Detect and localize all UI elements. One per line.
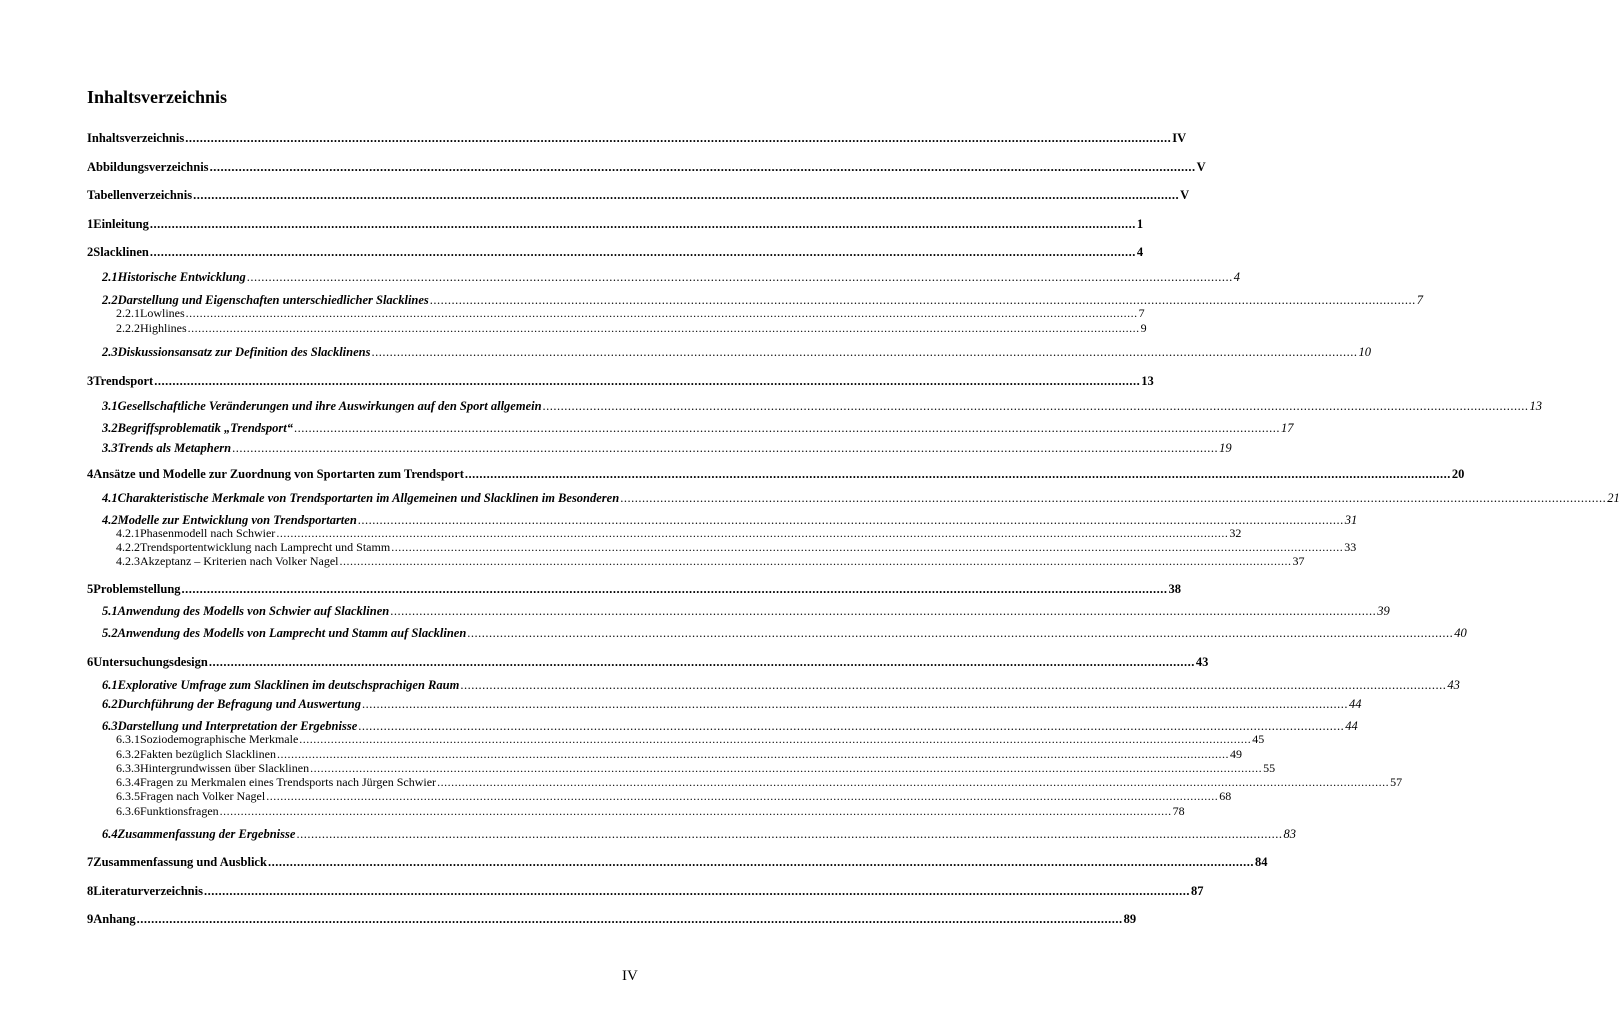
toc-entry[interactable] (102, 421, 1294, 435)
toc-leader-dots (277, 748, 1229, 762)
toc-entry-number: 2.1 (102, 270, 118, 284)
toc-leader-dots (268, 855, 1254, 869)
toc-entry[interactable] (116, 732, 1265, 747)
toc-entry-page: 49 (1229, 747, 1242, 761)
toc-entry-title: Darstellung und Eigenschaften unterschiedlicher Slacklines (117, 293, 429, 307)
toc-leader-dots (150, 217, 1136, 231)
page-number: IV (622, 968, 638, 984)
toc-entry-title: Highlines (140, 321, 187, 335)
toc-entry-number: 6.1 (102, 678, 118, 692)
toc-leader-dots (467, 626, 1453, 640)
toc-entry-title: Begriffsproblematik „Trendsport“ (117, 421, 293, 435)
toc-entry-number: 9 (87, 912, 94, 926)
toc-entry-page: 43 (1447, 678, 1460, 692)
toc-entry-page: 7 (1138, 306, 1145, 320)
toc-entry[interactable] (102, 491, 1620, 505)
toc-entry-page: 17 (1280, 421, 1294, 435)
toc-entry-page: 43 (1195, 655, 1209, 669)
toc-entry-title: Soziodemographische Merkmale (140, 732, 299, 746)
toc-entry-title: Anwendung des Modells von Schwier auf Slacklinen (117, 604, 390, 618)
toc-entry[interactable] (87, 188, 1190, 202)
toc-entry-page: 78 (1172, 804, 1185, 818)
toc-leader-dots (339, 555, 1291, 569)
toc-entry-title: Trends als Metaphern (117, 441, 232, 455)
toc-leader-dots (154, 374, 1140, 388)
toc-leader-dots (296, 827, 1282, 841)
toc-entry-title: Zusammenfassung der Ergebnisse (117, 827, 296, 841)
toc-entry-title: Funktionsfragen (140, 804, 219, 818)
toc-entry-number: 6.3 (102, 719, 118, 733)
toc-entry-page: 89 (1123, 912, 1137, 926)
toc-entry-number: 3 (87, 374, 94, 388)
toc-entry-page: 13 (1141, 374, 1154, 388)
toc-entry[interactable] (87, 245, 1144, 259)
toc-entry[interactable] (116, 540, 1357, 555)
toc-leader-dots (210, 160, 1196, 174)
toc-leader-dots (465, 467, 1451, 481)
toc-leader-dots (137, 912, 1123, 926)
toc-entry-number: 6 (87, 655, 94, 669)
toc-entry[interactable] (87, 912, 1137, 926)
toc-entry-page: 1 (1136, 217, 1144, 231)
toc-leader-dots (209, 655, 1195, 669)
toc-entry-title: Anwendung des Modells von Lamprecht und Stamm auf Slacklinen (117, 626, 467, 640)
toc-entry[interactable] (116, 306, 1145, 321)
toc-entry-title: Abbildungsverzeichnis (87, 160, 209, 174)
toc-leader-dots (437, 776, 1389, 790)
toc-entry-page: V (1196, 160, 1206, 174)
toc-entry[interactable] (87, 582, 1182, 596)
toc-entry-title: Historische Entwicklung (117, 270, 246, 284)
toc-entry-number: 6.2 (102, 697, 118, 711)
toc-entry[interactable] (87, 884, 1204, 898)
toc-entry[interactable] (116, 789, 1232, 804)
toc-leader-dots (247, 270, 1233, 284)
toc-entry-number: 6.3.5 (116, 789, 140, 803)
toc-entry-page: 45 (1252, 732, 1265, 746)
toc-entry-number: 4.2 (102, 513, 118, 527)
toc-entry-page: 39 (1377, 604, 1390, 618)
toc-leader-dots (150, 245, 1136, 259)
toc-entry-title: Lowlines (140, 306, 185, 320)
toc-leader-dots (543, 399, 1529, 413)
toc-entry-page: 33 (1344, 540, 1357, 554)
toc-entry-title: Fragen nach Volker Nagel (140, 789, 266, 803)
toc-entry-title: Akzeptanz – Kriterien nach Volker Nagel (140, 554, 339, 568)
toc-leader-dots (186, 307, 1138, 321)
toc-entry-page: 20 (1451, 467, 1465, 481)
toc-entry-page: 9 (1140, 321, 1147, 335)
toc-entry-page: V (1180, 188, 1190, 202)
toc-entry-title: Problemstellung (93, 582, 181, 596)
toc-entry-page: 4 (1233, 270, 1241, 284)
page-title: Inhaltsverzeichnis (87, 87, 228, 107)
toc-entry-number: 3.1 (102, 399, 118, 413)
toc-leader-dots (266, 790, 1218, 804)
toc-entry-number: 4 (87, 467, 94, 481)
toc-leader-dots (310, 762, 1262, 776)
toc-entry-page: 21 (1607, 491, 1620, 505)
toc-entry-page: 68 (1219, 789, 1232, 803)
toc-entry-title: Einleitung (93, 217, 149, 231)
toc-entry-page: IV (1172, 131, 1187, 145)
toc-entry-number: 4.1 (102, 491, 118, 505)
toc-entry[interactable] (116, 321, 1147, 336)
toc-entry-number: 5.2 (102, 626, 118, 640)
toc-entry-title: Untersuchungsdesign (93, 655, 208, 669)
toc-entry-title: Literaturverzeichnis (93, 884, 203, 898)
toc-entry[interactable] (87, 160, 1206, 174)
toc-entry-number: 6.3.1 (116, 732, 140, 746)
toc-entry-title: Trendsportentwicklung nach Lamprecht und Stamm (140, 540, 391, 554)
toc-leader-dots (294, 421, 1280, 435)
toc-entry[interactable] (102, 604, 1390, 618)
toc-entry-page: 40 (1454, 626, 1467, 640)
toc-entry-title: Modelle zur Entwicklung von Trendsportarten (117, 513, 357, 527)
toc-entry-title: Fragen zu Merkmalen eines Trendsports nach Jürgen Schwier (140, 775, 437, 789)
toc-entry-number: 4.2.2 (116, 540, 140, 554)
toc-entry-page: 7 (1416, 293, 1424, 307)
toc-entry[interactable] (87, 131, 1187, 145)
toc-entry-title: Charakteristische Merkmale von Trendsportarten im Allgemeinen und Slacklinen im Besonderen (117, 491, 620, 505)
toc-leader-dots (620, 491, 1606, 505)
toc-entry-number: 3.3 (102, 441, 118, 455)
toc-entry-title: Phasenmodell nach Schwier (140, 526, 276, 540)
toc-entry-title: Hintergrundwissen über Slacklinen (140, 761, 310, 775)
toc-entry-number: 2 (87, 245, 94, 259)
toc-entry-title: Gesellschaftliche Veränderungen und ihre Auswirkungen auf den Sport allgemein (117, 399, 542, 413)
toc-entry[interactable] (102, 399, 1543, 413)
toc-entry-title: Trendsport (93, 374, 154, 388)
toc-entry[interactable] (102, 827, 1296, 841)
toc-entry-page: 38 (1168, 582, 1182, 596)
toc-entry[interactable] (87, 655, 1209, 669)
toc-leader-dots (185, 131, 1171, 145)
toc-entry-title: Inhaltsverzeichnis (87, 131, 185, 145)
toc-leader-dots (182, 582, 1168, 596)
toc-entry-title: Ansätze und Modelle zur Zuordnung von Sportarten zum Trendsport (93, 467, 464, 481)
toc-leader-dots (460, 678, 1446, 692)
toc-leader-dots (391, 541, 1343, 555)
toc-leader-dots (204, 884, 1190, 898)
toc-leader-dots (362, 697, 1348, 711)
toc-entry-title: Zusammenfassung und Ausblick (93, 855, 267, 869)
toc-entry-number: 4.2.1 (116, 526, 140, 540)
toc-leader-dots (299, 733, 1251, 747)
toc-leader-dots (390, 604, 1376, 618)
toc-entry[interactable] (87, 374, 1154, 388)
toc-entry-page: 19 (1219, 441, 1232, 455)
toc-entry-number: 2.3 (102, 345, 118, 359)
toc-entry[interactable] (102, 345, 1371, 359)
toc-entry-number: 5 (87, 582, 94, 596)
toc-leader-dots (193, 188, 1179, 202)
toc-entry-number: 6.3.4 (116, 775, 140, 789)
toc-entry-number: 5.1 (102, 604, 118, 618)
toc-entry[interactable] (116, 554, 1305, 569)
toc-leader-dots (371, 345, 1357, 359)
toc-entry-page: 44 (1349, 697, 1362, 711)
toc-entry-page: 55 (1263, 761, 1276, 775)
toc-entry-title: Darstellung und Interpretation der Ergebnisse (117, 719, 358, 733)
toc-entry-page: 44 (1345, 719, 1358, 733)
toc-entry[interactable] (116, 747, 1242, 762)
toc-entry-number: 3.2 (102, 421, 118, 435)
toc-entry[interactable] (102, 626, 1467, 640)
toc-entry-number: 2.2.1 (116, 306, 140, 320)
toc-entry-title: Explorative Umfrage zum Slacklinen im deutschsprachigen Raum (117, 678, 460, 692)
toc-entry-number: 6.3.2 (116, 747, 140, 761)
toc-entry-page: 37 (1292, 554, 1305, 568)
toc-entry-page: 57 (1390, 775, 1403, 789)
toc-entry-page: 87 (1190, 884, 1204, 898)
toc-entry-page: 10 (1358, 345, 1371, 359)
toc-entry-page: 31 (1344, 513, 1358, 527)
toc-entry[interactable] (87, 467, 1465, 481)
toc-entry-page: 13 (1529, 399, 1543, 413)
toc-entry-number: 8 (87, 884, 94, 898)
toc-entry[interactable] (102, 678, 1460, 692)
toc-entry-number: 2.2 (102, 293, 118, 307)
toc-leader-dots (232, 441, 1218, 455)
toc-entry-title: Anhang (93, 912, 136, 926)
toc-entry[interactable] (116, 526, 1242, 541)
toc-entry-page: 4 (1136, 245, 1144, 259)
toc-entry[interactable] (87, 217, 1144, 231)
toc-entry-title: Tabellenverzeichnis (87, 188, 193, 202)
toc-entry-number: 6.3.3 (116, 761, 140, 775)
toc-entry[interactable] (116, 775, 1403, 790)
toc-entry-page: 83 (1283, 827, 1296, 841)
toc-leader-dots (276, 527, 1228, 541)
toc-entry-number: 7 (87, 855, 94, 869)
toc-entry[interactable] (116, 804, 1185, 819)
toc-leader-dots (220, 805, 1172, 819)
toc-entry-title: Slacklinen (93, 245, 149, 259)
toc-entry-page: 84 (1254, 855, 1268, 869)
toc-entry[interactable] (87, 855, 1268, 869)
toc-entry[interactable] (102, 441, 1232, 455)
toc-entry-number: 1 (87, 217, 94, 231)
toc-entry[interactable] (116, 761, 1276, 776)
toc-entry[interactable] (102, 697, 1362, 711)
toc-entry[interactable] (102, 270, 1241, 284)
toc-entry-number: 2.2.2 (116, 321, 140, 335)
toc-entry-number: 4.2.3 (116, 554, 140, 568)
toc-entry-number: 6.4 (102, 827, 118, 841)
toc-leader-dots (188, 322, 1140, 336)
toc-entry-title: Diskussionsansatz zur Definition des Slacklinens (117, 345, 371, 359)
toc-entry-title: Durchführung der Befragung und Auswertung (117, 697, 362, 711)
toc-entry-title: Fakten bezüglich Slacklinen (140, 747, 276, 761)
toc-entry-page: 32 (1229, 526, 1242, 540)
toc-entry-number: 6.3.6 (116, 804, 140, 818)
